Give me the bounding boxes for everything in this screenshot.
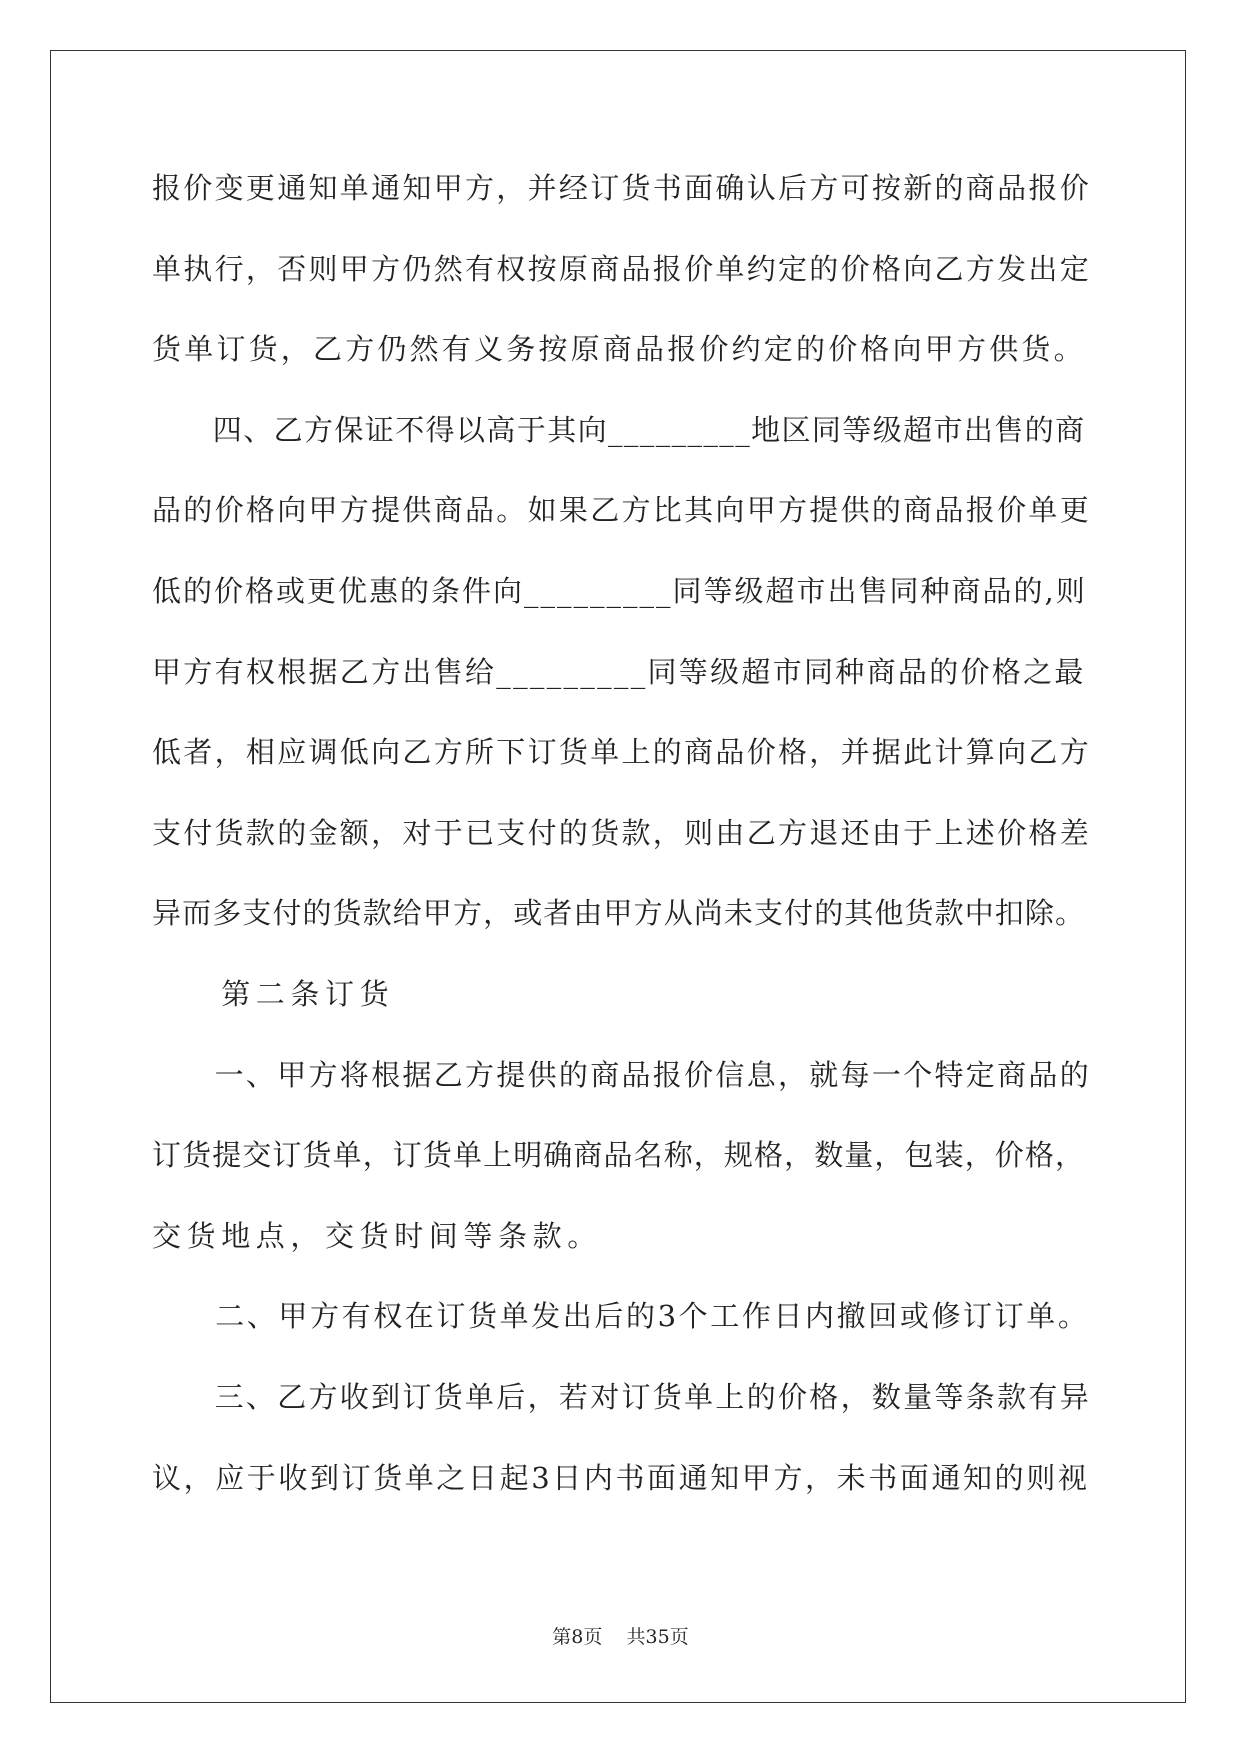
text-line: 支付货款的金额，对于已支付的货款，则由乙方退还由于上述价格差 (152, 815, 1092, 850)
document-body (152, 160, 1092, 1530)
page-total: 共35页 (626, 1626, 689, 1648)
text-line: 议，应于收到订货单之日起3日内书面通知甲方，未书面通知的则视 (152, 1460, 1090, 1495)
text-line: 低者，相应调低向乙方所下订货单上的商品价格，并据此计算向乙方 (152, 735, 1092, 770)
section-heading: 第二条订货 (152, 976, 395, 1011)
text-line: 品的价格向甲方提供商品。如果乙方比其向甲方提供的商品报价单更 (152, 493, 1092, 528)
text-line: 二、甲方有权在订货单发出后的3个工作日内撤回或修订订单。 (152, 1299, 1090, 1334)
text-line: 单执行，否则甲方仍然有权按原商品报价单约定的价格向乙方发出定 (152, 251, 1092, 286)
text-line: 三、乙方收到订货单后，若对订货单上的价格，数量等条款有异 (152, 1379, 1092, 1414)
text-line: 订货提交订货单，订货单上明确商品名称，规格，数量，包装，价格， (152, 1138, 1086, 1173)
text-line: 四、乙方保证不得以高于其向_________地区同等级超市出售的商 (152, 412, 1086, 447)
page-number: 第8页 (552, 1626, 603, 1648)
text-line: 甲方有权根据乙方出售给_________同等级超市同种商品的价格之最 (152, 654, 1086, 689)
text-line: 一、甲方将根据乙方提供的商品报价信息，就每一个特定商品的 (152, 1057, 1092, 1092)
page-footer (0, 1624, 1241, 1650)
text-line: 异而多支付的货款给甲方，或者由甲方从尚未支付的其他货款中扣除。 (152, 896, 1086, 931)
text-line: 交货地点，交货时间等条款。 (152, 1218, 602, 1253)
text-line: 报价变更通知单通知甲方，并经订货书面确认后方可按新的商品报价 (152, 171, 1092, 205)
text-line: 低的价格或更优惠的条件向_________同等级超市出售同种商品的,则 (152, 573, 1087, 608)
text-line: 货单订货，乙方仍然有义务按原商品报价约定的价格向甲方供货。 (152, 332, 1086, 367)
